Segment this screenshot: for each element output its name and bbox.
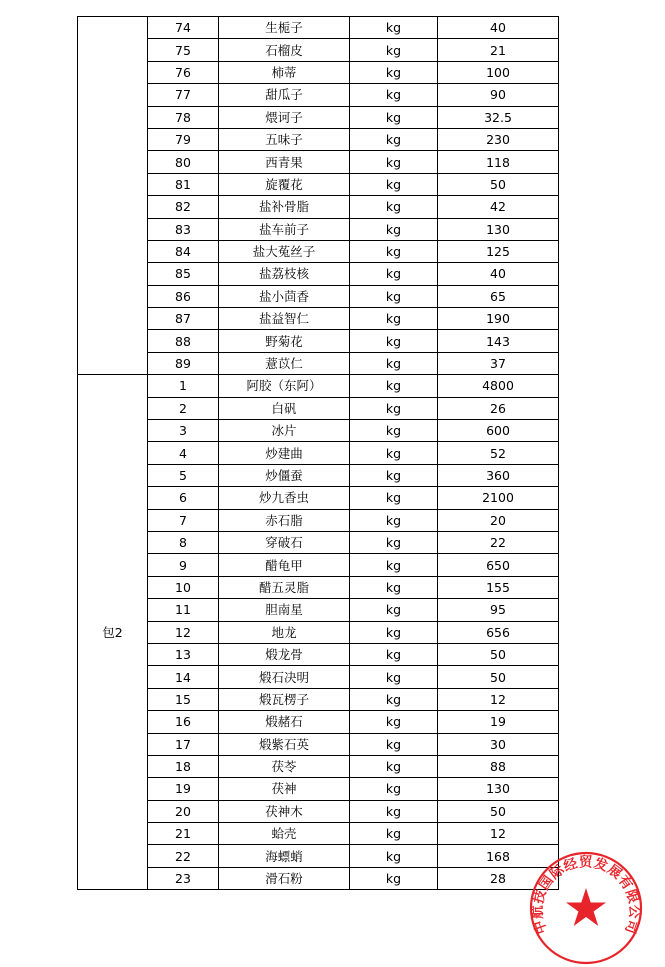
item-unit-cell: kg	[350, 330, 438, 352]
item-name-cell: 冰片	[219, 420, 350, 442]
item-quantity-cell: 143	[438, 330, 559, 352]
item-quantity-cell: 656	[438, 621, 559, 643]
item-quantity-cell: 155	[438, 576, 559, 598]
table-row	[78, 173, 559, 195]
item-unit-cell: kg	[350, 554, 438, 576]
item-unit-cell: kg	[350, 151, 438, 173]
table-row	[78, 688, 559, 710]
table-row	[78, 643, 559, 665]
item-quantity-cell: 50	[438, 800, 559, 822]
item-name-cell: 茯苓	[219, 755, 350, 777]
seal-text: 中航技国际经贸发展有限公司	[529, 854, 643, 937]
item-number-cell: 18	[148, 755, 219, 777]
item-unit-cell: kg	[350, 196, 438, 218]
item-name-cell: 海螵蛸	[219, 845, 350, 867]
item-quantity-cell: 50	[438, 173, 559, 195]
item-unit-cell: kg	[350, 733, 438, 755]
item-number-cell: 75	[148, 39, 219, 61]
table-row	[78, 599, 559, 621]
item-quantity-cell: 2100	[438, 487, 559, 509]
table-row	[78, 352, 559, 374]
item-number-cell: 84	[148, 240, 219, 262]
table-row	[78, 823, 559, 845]
item-number-cell: 83	[148, 218, 219, 240]
item-name-cell: 茯神	[219, 778, 350, 800]
item-number-cell: 8	[148, 531, 219, 553]
item-unit-cell: kg	[350, 867, 438, 889]
item-number-cell: 87	[148, 308, 219, 330]
item-quantity-cell: 65	[438, 285, 559, 307]
item-quantity-cell: 42	[438, 196, 559, 218]
item-number-cell: 14	[148, 666, 219, 688]
item-quantity-cell: 20	[438, 509, 559, 531]
item-quantity-cell: 12	[438, 823, 559, 845]
item-number-cell: 16	[148, 711, 219, 733]
materials-table-body	[78, 17, 559, 890]
item-number-cell: 86	[148, 285, 219, 307]
table-row	[78, 240, 559, 262]
item-number-cell: 17	[148, 733, 219, 755]
item-number-cell: 15	[148, 688, 219, 710]
item-unit-cell: kg	[350, 711, 438, 733]
item-quantity-cell: 230	[438, 128, 559, 150]
item-name-cell: 甜瓜子	[219, 84, 350, 106]
item-number-cell: 6	[148, 487, 219, 509]
table-row	[78, 151, 559, 173]
item-unit-cell: kg	[350, 487, 438, 509]
item-name-cell: 旋覆花	[219, 173, 350, 195]
item-name-cell: 生栀子	[219, 17, 350, 39]
table-row	[78, 576, 559, 598]
item-quantity-cell: 130	[438, 778, 559, 800]
package-group-cell	[78, 17, 148, 375]
item-quantity-cell: 190	[438, 308, 559, 330]
item-unit-cell: kg	[350, 800, 438, 822]
item-name-cell: 炒僵蚕	[219, 464, 350, 486]
star-icon	[566, 888, 606, 926]
item-unit-cell: kg	[350, 666, 438, 688]
item-number-cell: 82	[148, 196, 219, 218]
item-unit-cell: kg	[350, 599, 438, 621]
table-row	[78, 61, 559, 83]
item-quantity-cell: 130	[438, 218, 559, 240]
item-name-cell: 茯神木	[219, 800, 350, 822]
item-quantity-cell: 95	[438, 599, 559, 621]
item-number-cell: 78	[148, 106, 219, 128]
item-quantity-cell: 28	[438, 867, 559, 889]
item-quantity-cell: 168	[438, 845, 559, 867]
item-unit-cell: kg	[350, 442, 438, 464]
item-quantity-cell: 125	[438, 240, 559, 262]
item-unit-cell: kg	[350, 823, 438, 845]
item-unit-cell: kg	[350, 128, 438, 150]
table-row	[78, 397, 559, 419]
item-number-cell: 79	[148, 128, 219, 150]
table-row	[78, 867, 559, 889]
table-row	[78, 196, 559, 218]
item-name-cell: 煅龙骨	[219, 643, 350, 665]
item-unit-cell: kg	[350, 308, 438, 330]
table-row	[78, 375, 559, 397]
table-row	[78, 778, 559, 800]
item-unit-cell: kg	[350, 688, 438, 710]
table-row	[78, 733, 559, 755]
item-name-cell: 煅瓦楞子	[219, 688, 350, 710]
item-number-cell: 7	[148, 509, 219, 531]
item-quantity-cell: 12	[438, 688, 559, 710]
item-quantity-cell: 360	[438, 464, 559, 486]
item-name-cell: 煅紫石英	[219, 733, 350, 755]
table-row	[78, 666, 559, 688]
company-seal	[528, 850, 644, 966]
item-unit-cell: kg	[350, 39, 438, 61]
item-unit-cell: kg	[350, 352, 438, 374]
item-quantity-cell: 90	[438, 84, 559, 106]
table-row	[78, 330, 559, 352]
item-name-cell: 滑石粉	[219, 867, 350, 889]
item-unit-cell: kg	[350, 531, 438, 553]
item-unit-cell: kg	[350, 576, 438, 598]
table-row	[78, 800, 559, 822]
item-number-cell: 9	[148, 554, 219, 576]
item-number-cell: 5	[148, 464, 219, 486]
item-name-cell: 煨诃子	[219, 106, 350, 128]
item-quantity-cell: 88	[438, 755, 559, 777]
table-row	[78, 106, 559, 128]
item-quantity-cell: 22	[438, 531, 559, 553]
item-name-cell: 白矾	[219, 397, 350, 419]
item-unit-cell: kg	[350, 17, 438, 39]
table-row	[78, 554, 559, 576]
item-quantity-cell: 50	[438, 643, 559, 665]
item-name-cell: 胆南星	[219, 599, 350, 621]
table-row	[78, 420, 559, 442]
item-number-cell: 22	[148, 845, 219, 867]
item-name-cell: 柿蒂	[219, 61, 350, 83]
item-number-cell: 77	[148, 84, 219, 106]
item-unit-cell: kg	[350, 755, 438, 777]
item-quantity-cell: 600	[438, 420, 559, 442]
table-row	[78, 442, 559, 464]
item-name-cell: 野菊花	[219, 330, 350, 352]
item-unit-cell: kg	[350, 218, 438, 240]
item-unit-cell: kg	[350, 621, 438, 643]
item-name-cell: 地龙	[219, 621, 350, 643]
table-row	[78, 845, 559, 867]
package-group-cell: 包2	[78, 375, 148, 890]
table-row	[78, 17, 559, 39]
item-unit-cell: kg	[350, 240, 438, 262]
item-quantity-cell: 52	[438, 442, 559, 464]
item-quantity-cell: 100	[438, 61, 559, 83]
item-unit-cell: kg	[350, 509, 438, 531]
table-row	[78, 509, 559, 531]
item-quantity-cell: 32.5	[438, 106, 559, 128]
item-number-cell: 4	[148, 442, 219, 464]
item-name-cell: 西青果	[219, 151, 350, 173]
item-number-cell: 23	[148, 867, 219, 889]
item-quantity-cell: 650	[438, 554, 559, 576]
item-unit-cell: kg	[350, 173, 438, 195]
item-name-cell: 炒建曲	[219, 442, 350, 464]
item-unit-cell: kg	[350, 845, 438, 867]
item-name-cell: 盐小茴香	[219, 285, 350, 307]
table-row	[78, 711, 559, 733]
item-quantity-cell: 21	[438, 39, 559, 61]
item-unit-cell: kg	[350, 397, 438, 419]
table-row	[78, 218, 559, 240]
item-unit-cell: kg	[350, 106, 438, 128]
item-name-cell: 盐荔枝核	[219, 263, 350, 285]
item-name-cell: 薏苡仁	[219, 352, 350, 374]
item-quantity-cell: 50	[438, 666, 559, 688]
table-row	[78, 128, 559, 150]
item-quantity-cell: 37	[438, 352, 559, 374]
item-number-cell: 2	[148, 397, 219, 419]
item-unit-cell: kg	[350, 84, 438, 106]
item-unit-cell: kg	[350, 778, 438, 800]
item-quantity-cell: 40	[438, 263, 559, 285]
table-row	[78, 39, 559, 61]
item-name-cell: 蛤壳	[219, 823, 350, 845]
item-quantity-cell: 26	[438, 397, 559, 419]
item-number-cell: 88	[148, 330, 219, 352]
table-row	[78, 285, 559, 307]
item-number-cell: 11	[148, 599, 219, 621]
table-row	[78, 755, 559, 777]
item-name-cell: 石榴皮	[219, 39, 350, 61]
table-row	[78, 84, 559, 106]
table-row	[78, 621, 559, 643]
item-name-cell: 五味子	[219, 128, 350, 150]
item-unit-cell: kg	[350, 375, 438, 397]
item-quantity-cell: 19	[438, 711, 559, 733]
item-number-cell: 21	[148, 823, 219, 845]
item-number-cell: 13	[148, 643, 219, 665]
item-number-cell: 19	[148, 778, 219, 800]
materials-table	[77, 16, 559, 890]
item-quantity-cell: 118	[438, 151, 559, 173]
item-number-cell: 81	[148, 173, 219, 195]
item-name-cell: 醋五灵脂	[219, 576, 350, 598]
item-number-cell: 20	[148, 800, 219, 822]
item-number-cell: 1	[148, 375, 219, 397]
item-number-cell: 85	[148, 263, 219, 285]
item-unit-cell: kg	[350, 285, 438, 307]
item-quantity-cell: 30	[438, 733, 559, 755]
item-unit-cell: kg	[350, 464, 438, 486]
item-unit-cell: kg	[350, 263, 438, 285]
item-number-cell: 76	[148, 61, 219, 83]
item-name-cell: 煅赭石	[219, 711, 350, 733]
item-name-cell: 盐益智仁	[219, 308, 350, 330]
item-number-cell: 12	[148, 621, 219, 643]
item-name-cell: 炒九香虫	[219, 487, 350, 509]
item-number-cell: 80	[148, 151, 219, 173]
table-row	[78, 263, 559, 285]
item-number-cell: 89	[148, 352, 219, 374]
table-row	[78, 531, 559, 553]
item-unit-cell: kg	[350, 61, 438, 83]
item-quantity-cell: 40	[438, 17, 559, 39]
item-unit-cell: kg	[350, 643, 438, 665]
item-name-cell: 盐车前子	[219, 218, 350, 240]
item-name-cell: 盐大菟丝子	[219, 240, 350, 262]
item-name-cell: 醋龟甲	[219, 554, 350, 576]
item-name-cell: 穿破石	[219, 531, 350, 553]
item-number-cell: 3	[148, 420, 219, 442]
table-row	[78, 464, 559, 486]
item-name-cell: 赤石脂	[219, 509, 350, 531]
item-quantity-cell: 4800	[438, 375, 559, 397]
item-name-cell: 煅石决明	[219, 666, 350, 688]
item-number-cell: 10	[148, 576, 219, 598]
item-name-cell: 阿胶（东阿）	[219, 375, 350, 397]
item-number-cell: 74	[148, 17, 219, 39]
item-name-cell: 盐补骨脂	[219, 196, 350, 218]
table-row	[78, 308, 559, 330]
table-row	[78, 487, 559, 509]
item-unit-cell: kg	[350, 420, 438, 442]
